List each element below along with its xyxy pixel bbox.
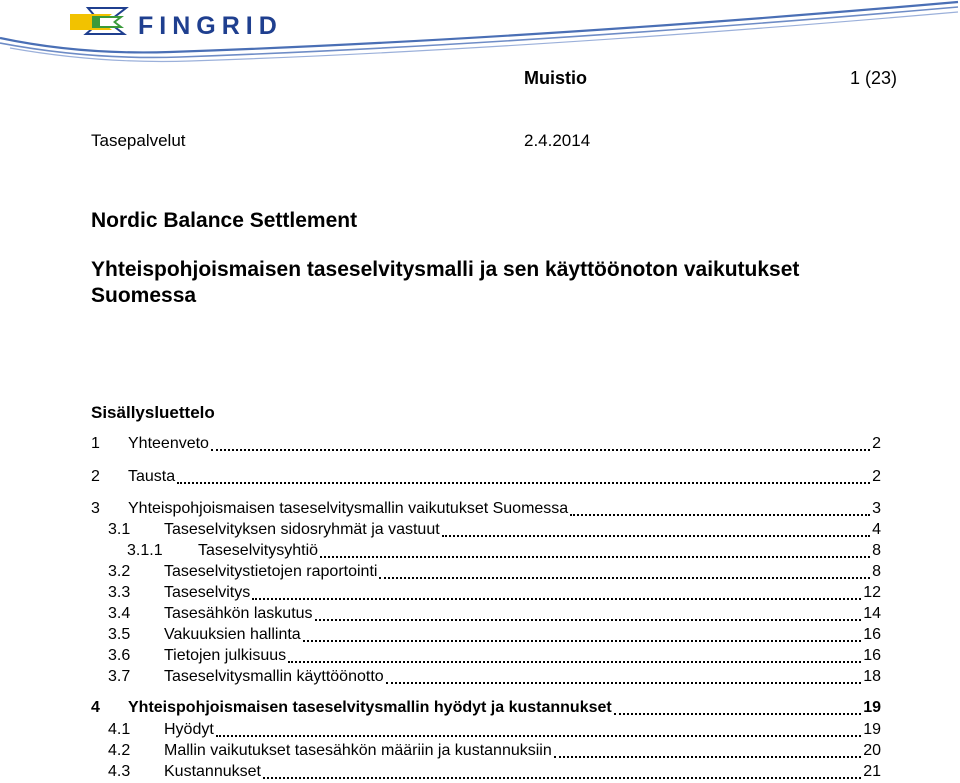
toc-entry-page: 16 [863,647,881,664]
toc-entry-number: 3.4 [108,605,131,622]
document-subtitle: Yhteispohjoismaisen taseselvitysmalli ja sen käyttöönoton vaikutukset Suomessa [91,258,800,307]
toc-leader-dots [320,544,870,558]
toc-entry-number: 3.1 [108,521,131,538]
toc-entry-number: 4 [91,699,100,716]
toc-entry-number: 3 [91,500,100,517]
toc-entry-title: Taseselvitysyhtiö [198,542,319,559]
toc-entry-page: 8 [872,542,881,559]
toc-leader-dots [177,470,870,484]
toc-entry-number: 3.1.1 [127,542,163,559]
toc-leader-dots [315,607,862,621]
toc-entry-number: 4.3 [108,763,131,780]
logo-wordmark: FINGRID [138,12,283,40]
toc-entry[interactable] [108,626,881,646]
toc-entry-page: 19 [863,699,881,716]
toc-entry-title: Kustannukset [164,763,261,780]
toc-entry-page: 8 [872,563,881,580]
toc-entry-title: Yhteispohjoismaisen taseselvitysmallin hyödyt ja kustannukset [128,699,612,716]
toc-entry-page: 16 [863,626,881,643]
toc-entry[interactable] [91,500,881,520]
toc-entry-title: Hyödyt [164,721,214,738]
document-type: Muistio [524,68,587,88]
toc-entry-page: 19 [863,721,881,738]
toc-entry-number: 3.6 [108,647,131,664]
toc-entry-page: 2 [872,435,881,452]
toc-entry[interactable] [108,647,881,667]
toc-entry-title: Vakuuksien hallinta [164,626,301,643]
toc-entry-page: 4 [872,521,881,538]
toc-leader-dots [442,523,870,537]
toc-entry[interactable] [91,699,881,719]
toc-entry-number: 3.5 [108,626,131,643]
toc-entry-title: Taseselvitystietojen raportointi [164,563,378,580]
toc-heading: Sisällysluettelo [91,403,215,422]
toc-entry[interactable] [108,521,881,541]
toc-entry-page: 21 [863,763,881,780]
toc-entry-page: 20 [863,742,881,759]
toc-entry-title: Tietojen julkisuus [164,647,287,664]
page-number: 1 (23) [850,68,898,88]
toc-entry-title: Taseselvitysmallin käyttöönotto [164,668,384,685]
toc-entry-page: 14 [863,605,881,622]
toc-entry-number: 1 [91,435,100,452]
toc-entry[interactable] [108,742,881,762]
toc-entry-page: 18 [863,668,881,685]
toc-entry[interactable] [127,542,881,562]
toc-entry[interactable] [91,468,881,488]
toc-entry-title: Taseselvitys [164,584,251,601]
toc-entry[interactable] [108,563,881,583]
toc-entry-title: Mallin vaikutukset tasesähkön määriin ja kustannuksiin [164,742,552,759]
toc-entry-number: 3.7 [108,668,131,685]
toc-leader-dots [386,670,862,684]
toc-leader-dots [303,628,862,642]
toc-entry[interactable] [108,605,881,625]
toc-leader-dots [216,723,861,737]
document-title: Nordic Balance Settlement [91,209,358,232]
toc-entry-number: 3.3 [108,584,131,601]
toc-leader-dots [614,701,861,715]
document-date: 2.4.2014 [524,131,591,150]
toc-entry-title: Tasesähkön laskutus [164,605,313,622]
toc-entry-number: 4.2 [108,742,131,759]
toc-leader-dots [570,502,870,516]
toc-entry[interactable] [108,763,881,783]
toc-entry-title: Yhteispohjoismaisen taseselvitysmallin vaikutukset Suomessa [128,500,569,517]
toc-entry[interactable] [108,584,881,604]
toc-entry-number: 2 [91,468,100,485]
toc-leader-dots [288,649,861,663]
toc-leader-dots [211,437,870,451]
toc-entry[interactable] [108,668,881,688]
toc-leader-dots [554,744,861,758]
toc-entry-page: 3 [872,500,881,517]
toc-entry-number: 3.2 [108,563,131,580]
header-logo-area [0,0,960,70]
toc-entry-title: Taseselvityksen sidosryhmät ja vastuut [164,521,440,538]
toc-entry[interactable] [91,435,881,455]
toc-leader-dots [263,765,861,779]
department: Tasepalvelut [91,131,186,150]
toc-entry-number: 4.1 [108,721,131,738]
toc-entry-page: 2 [872,468,881,485]
toc-entry-title: Yhteenveto [128,435,209,452]
toc-leader-dots [252,586,861,600]
toc-entry-title: Tausta [128,468,176,485]
toc-entry-page: 12 [863,584,881,601]
toc-leader-dots [379,565,870,579]
toc-entry[interactable] [108,721,881,741]
